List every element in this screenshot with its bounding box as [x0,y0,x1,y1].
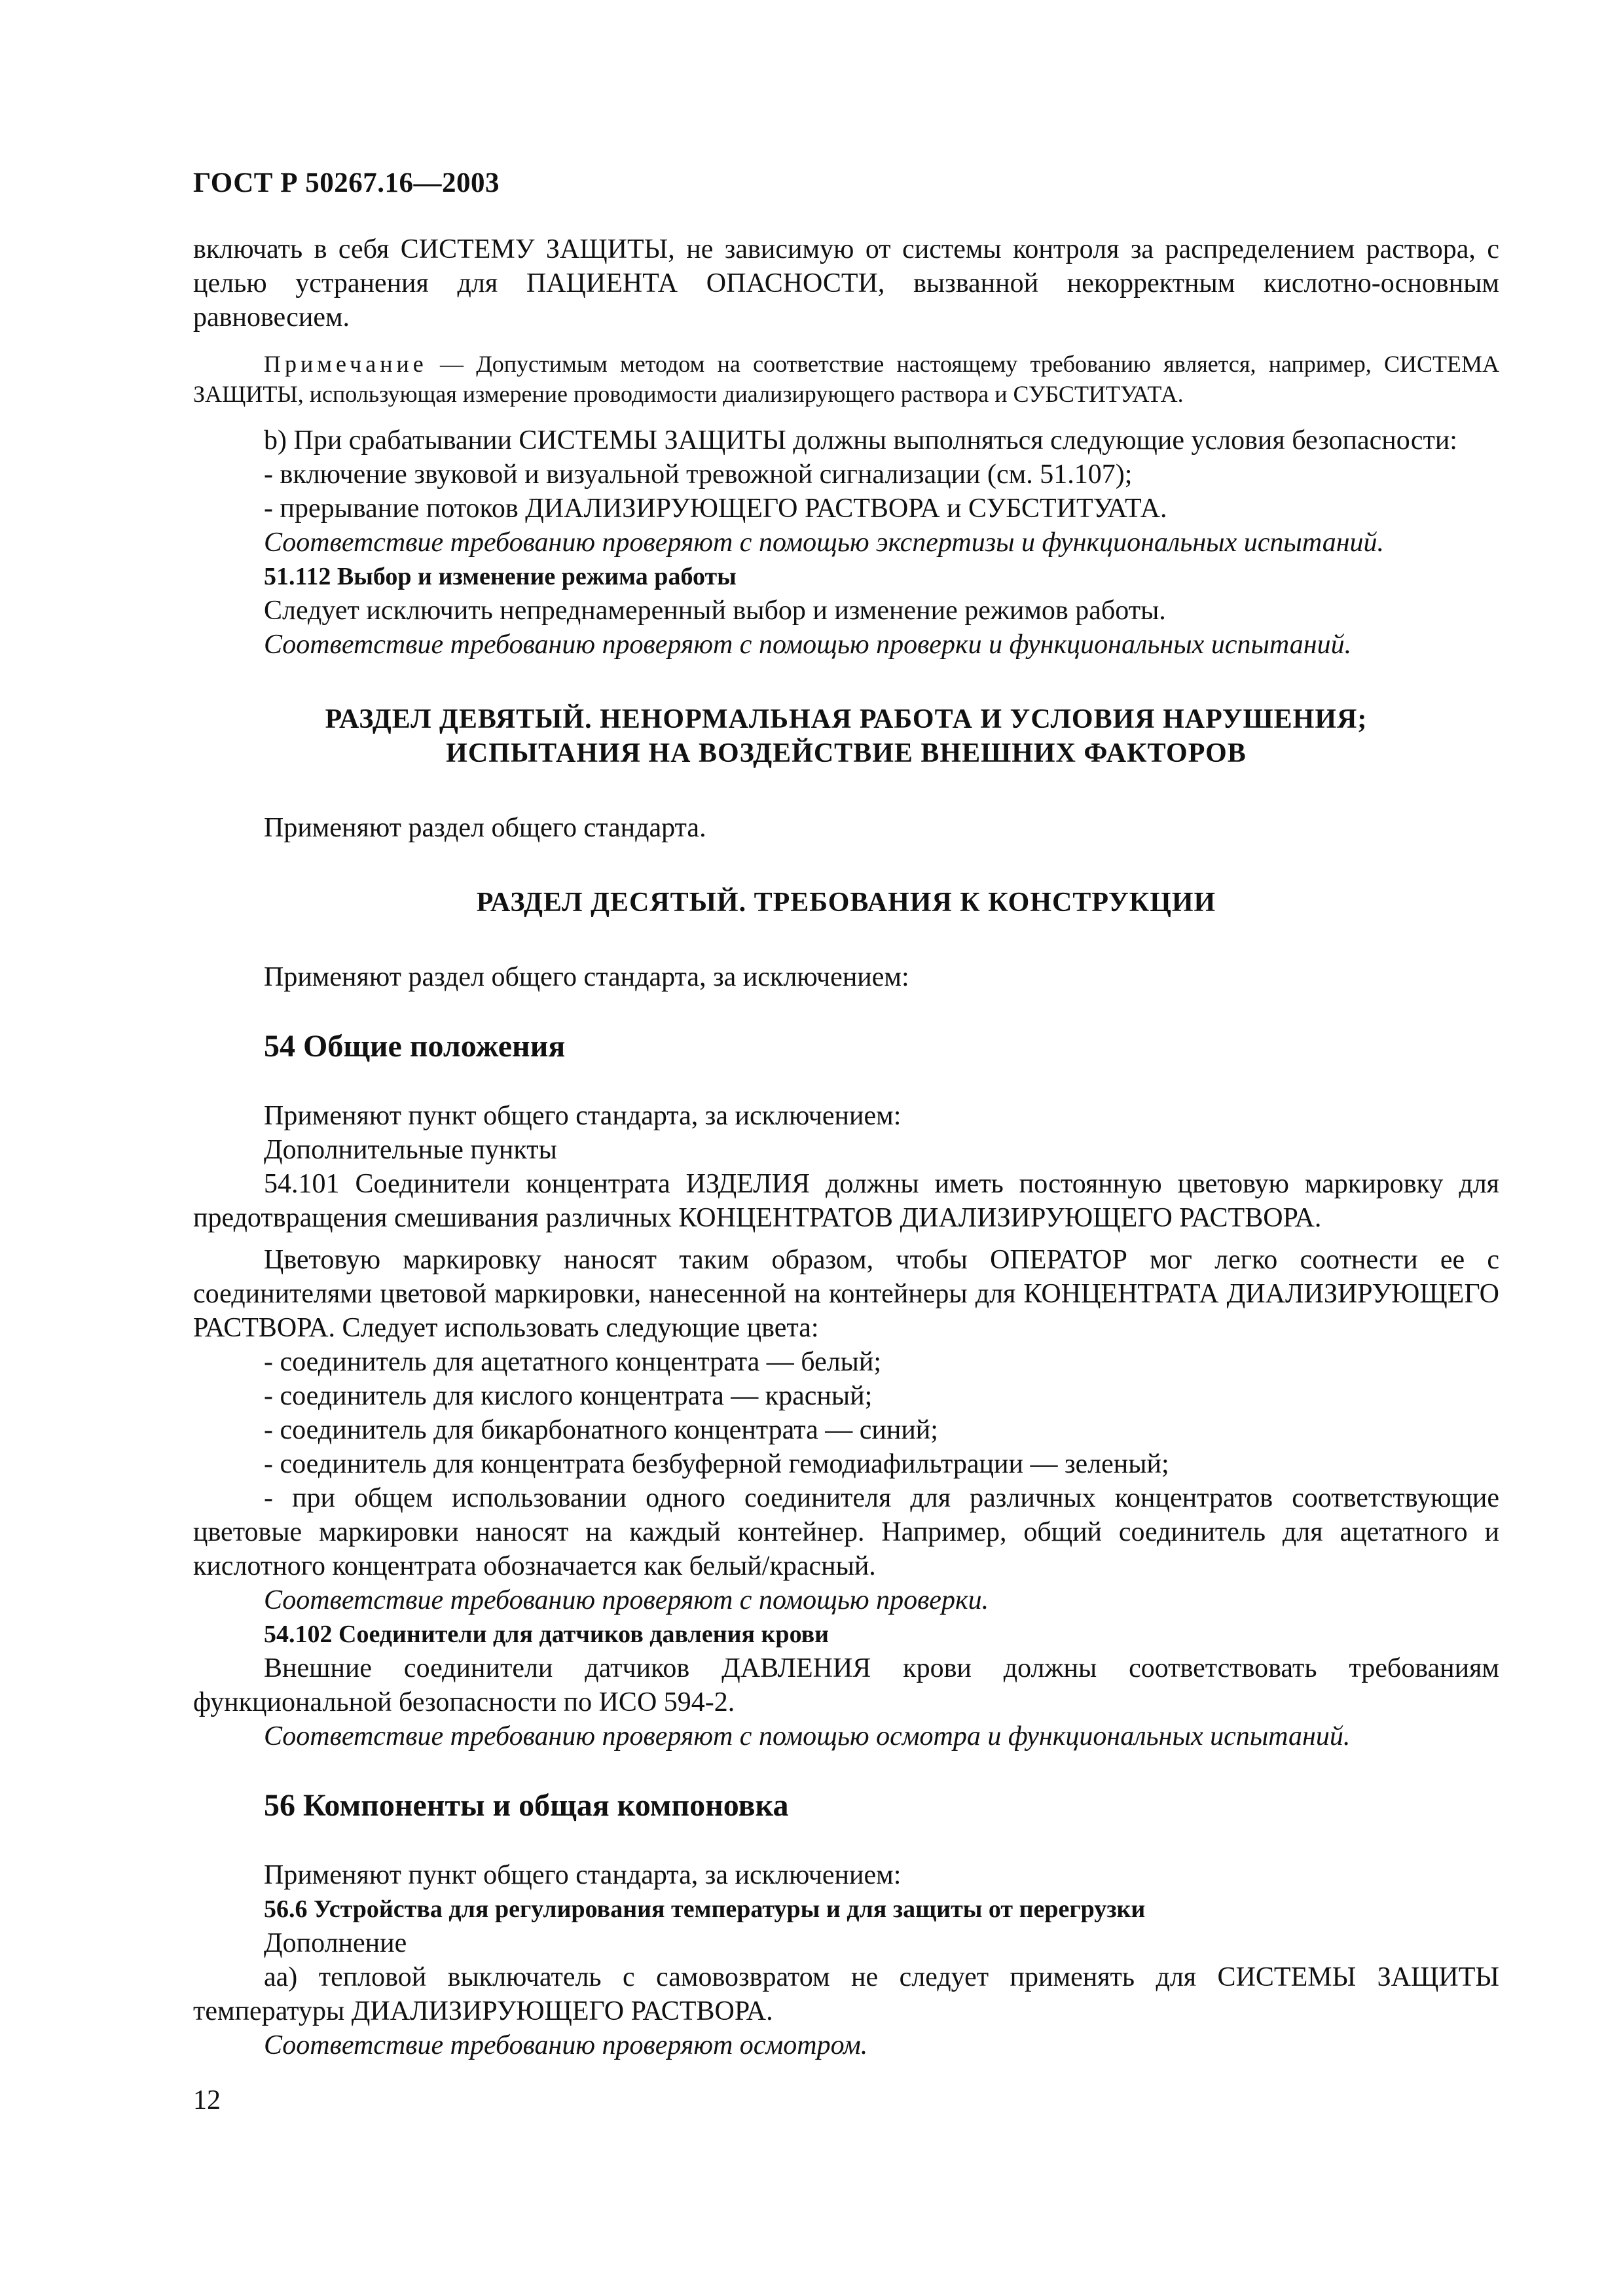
paragraph-color-marking: Цветовую маркировку наносят таким образом, чтобы ОПЕРАТОР мог легко соотнести ее с соединителями цветовой маркировки, нанесенной на контейнеры для КОНЦЕНТРАТА ДИАЛИЗИРУЮЩЕГО РАСТВОРА. Следует использовать следующие цвета: [193,1245,1499,1343]
paragraph-b: b) При срабатывании СИСТЕМЫ ЗАЩИТЫ должны выполняться следующие условия безопасности: [264,425,1457,456]
compliance-note: Соответствие требованию проверяют осмотром. [264,2030,868,2060]
note-label: Примечание [264,351,428,377]
addition-label: Дополнение [264,1928,407,1958]
color-list-item-last: - при общем использовании одного соединителя для различных концентратов соответствующие цветовые маркировки наносят на каждый контейнер. Например, общий соединитель для ацетатного и кислотного концентрата обозначается как белый/красный. [193,1483,1499,1581]
page-content [193,232,1499,2062]
paragraph-51-112: Следует исключить непреднамеренный выбор и изменение режимов работы. [264,596,1166,626]
paragraph-54-102: Внешние соединители датчиков ДАВЛЕНИЯ крови должны соответствовать требованиям функциональной безопасности по ИСО 594-2. [193,1653,1499,1717]
subsection-heading-51-112: 51.112 Выбор и изменение режима работы [264,563,737,590]
note-paragraph [193,349,1499,409]
note-text: — Допустимым методом на соответствие настоящему требованию является, например, СИСТЕМА ЗАЩИТЫ, использующая измерение проводимости диализирующего раствора и СУБСТИТУАТА. [193,351,1499,407]
paragraph-protection-system: включать в себя СИСТЕМУ ЗАЩИТЫ, не зависимую от системы контроля за распределением раствора, с целью устранения для ПАЦИЕНТА ОПАСНОСТИ, вызванной некорректным кислотно-основным равновесием. [193,234,1499,332]
list-item-flow-stop: - прерывание потоков ДИАЛИЗИРУЮЩЕГО РАСТВОРА и СУБСТИТУАТА. [264,493,1167,524]
heading-54-text: Применяют пункт общего стандарта, за исключением: [264,1101,902,1131]
color-list-item: - соединитель для бикарбонатного концентрата — синий; [264,1415,938,1445]
section-ten-title: РАЗДЕЛ ДЕСЯТЫЙ. ТРЕБОВАНИЯ К КОНСТРУКЦИИ [476,888,1216,918]
compliance-note: Соответствие требованию проверяют с помощью экспертизы и функциональных испытаний. [264,528,1385,558]
section-ten-text: Применяют раздел общего стандарта, за исключением: [264,962,909,992]
standard-header: ГОСТ Р 50267.16—2003 [193,168,500,198]
compliance-note: Соответствие требованию проверяют с помощью проверки и функциональных испытаний. [264,630,1352,660]
page-number: 12 [193,2085,221,2115]
compliance-note: Соответствие требованию проверяют с помощью проверки. [264,1585,989,1615]
compliance-note: Соответствие требованию проверяют с помощью осмотра и функциональных испытаний. [264,1721,1351,1751]
subsection-heading-54-102: 54.102 Соединители для датчиков давления крови [264,1621,830,1648]
heading-56-text: Применяют пункт общего стандарта, за исключением: [264,1860,902,1890]
list-item-alarm: - включение звуковой и визуальной тревожной сигнализации (см. 51.107); [264,459,1133,490]
subsection-heading-56-6: 56.6 Устройства для регулирования температуры и для защиты от перегрузки [264,1895,1146,1923]
section-nine-text: Применяют раздел общего стандарта. [264,813,706,843]
additional-items-label: Дополнительные пункты [264,1135,557,1165]
heading-54: 54 Общие положения [264,1029,566,1064]
paragraph-aa: аа) тепловой выключатель с самовозвратом не следует применять для СИСТЕМЫ ЗАЩИТЫ температуры ДИАЛИЗИРУЮЩЕГО РАСТВОРА. [193,1962,1499,2026]
heading-56: 56 Компоненты и общая компоновка [264,1788,789,1823]
section-nine-title-line2: ИСПЫТАНИЯ НА ВОЗДЕЙСТВИЕ ВНЕШНИХ ФАКТОРОВ [446,738,1247,768]
color-list-item: - соединитель для кислого концентрата — красный; [264,1381,873,1411]
section-nine-title-line1: РАЗДЕЛ ДЕВЯТЫЙ. НЕНОРМАЛЬНАЯ РАБОТА И УСЛОВИЯ НАРУШЕНИЯ; [325,704,1368,734]
paragraph-54-101: 54.101 Соединители концентрата ИЗДЕЛИЯ должны иметь постоянную цветовую маркировку для предотвращения смешивания различных КОНЦЕНТРАТОВ ДИАЛИЗИРУЮЩЕГО РАСТВОРА. [193,1169,1499,1233]
color-list-item: - соединитель для концентрата безбуферной гемодиафильтрации — зеленый; [264,1449,1169,1479]
color-list-item: - соединитель для ацетатного концентрата — белый; [264,1347,882,1377]
